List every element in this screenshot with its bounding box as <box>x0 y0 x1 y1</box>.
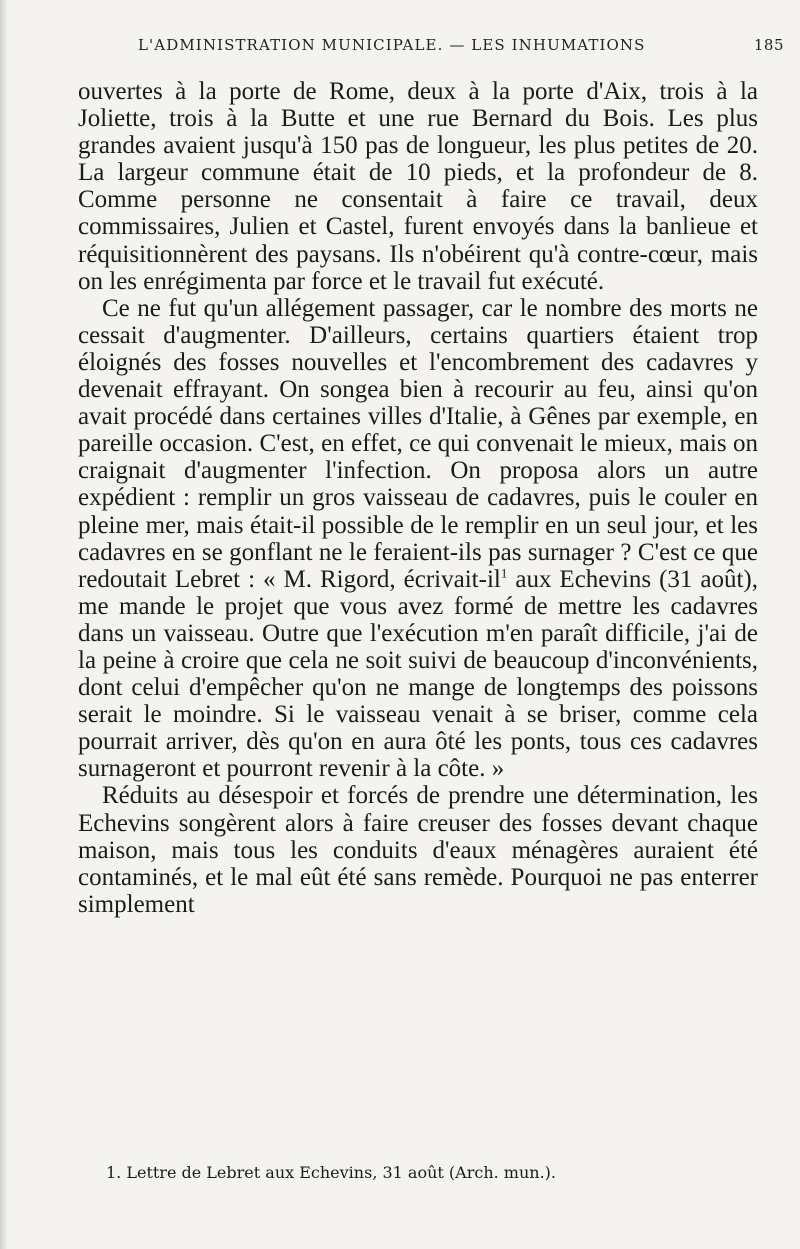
body-text <box>78 78 758 918</box>
footnote-marker: 1 <box>500 565 508 581</box>
paragraph: Réduits au désespoir et forcés de prendre une détermination, les Echevins songèrent alors à faire creuser des fosses devant chaque maison, mais tous les conduits d'eaux ménagères auraient été contaminés, et le mal eût été sans remède. Pourquoi ne pas enterrer simplement <box>78 782 758 918</box>
footnote: 1. Lettre de Lebret aux Echevins, 31 août (Arch. mun.). <box>106 1163 556 1182</box>
page-number: 185 <box>753 36 784 54</box>
paragraph <box>78 295 758 783</box>
paragraph-text-continued: aux Echevins (31 août), me mande le projet que vous avez formé de mettre les cadavres dans un vaisseau. Outre que l'exécution m'en paraît difficile, j'ai de la peine à croire que cela ne soit suivi de beaucoup d'inconvénients, dont celui d'empêcher qu'on ne mange de longtemps des poissons serait le moindre. Si le vaisseau venait à se briser, comme cela pourrait arriver, dès qu'on en aura ôté les ponts, tous ces cadavres surnageront et pourront revenir à la côte. » <box>78 565 758 783</box>
running-head: L'ADMINISTRATION MUNICIPALE. — LES INHUMATIONS <box>138 36 646 54</box>
paragraph-text: Ce ne fut qu'un allégement passager, car le nombre des morts ne cessait d'augmenter. D'ailleurs, certains quartiers étaient trop éloignés des fosses nouvelles et l'encombrement des cadavres y devenait effrayant. On songea bien à recourir au feu, ainsi qu'on avait procédé dans certaines villes d'Italie, à Gênes par exemple, en pareille occasion. C'est, en effet, ce qui convenait le mieux, mais on craignait d'augmenter l'infection. On proposa alors un autre expédient : remplir un gros vaisseau de cadavres, puis le couler en pleine mer, mais était-il possible de le remplir en un seul jour, et les cadavres en se gonflant ne le feraient-ils pas surnager ? C'est ce que redoutait Lebret : « M. Rigord, écrivait-il <box>78 294 758 593</box>
page-gutter-shadow <box>0 0 8 1249</box>
page-header <box>138 36 784 60</box>
paragraph-continued: ouvertes à la porte de Rome, deux à la porte d'Aix, trois à la Joliette, trois à la Butte et une rue Bernard du Bois. Les plus grandes avaient jusqu'à 150 pas de longueur, les plus petites de 20. La largeur commune était de 10 pieds, et la profondeur de 8. Comme personne ne consentait à faire ce travail, deux commissaires, Julien et Castel, furent envoyés dans la banlieue et réquisitionnèrent des paysans. Ils n'obéirent qu'à contre-cœur, mais on les enrégimenta par force et le travail fut exécuté. <box>78 78 758 295</box>
